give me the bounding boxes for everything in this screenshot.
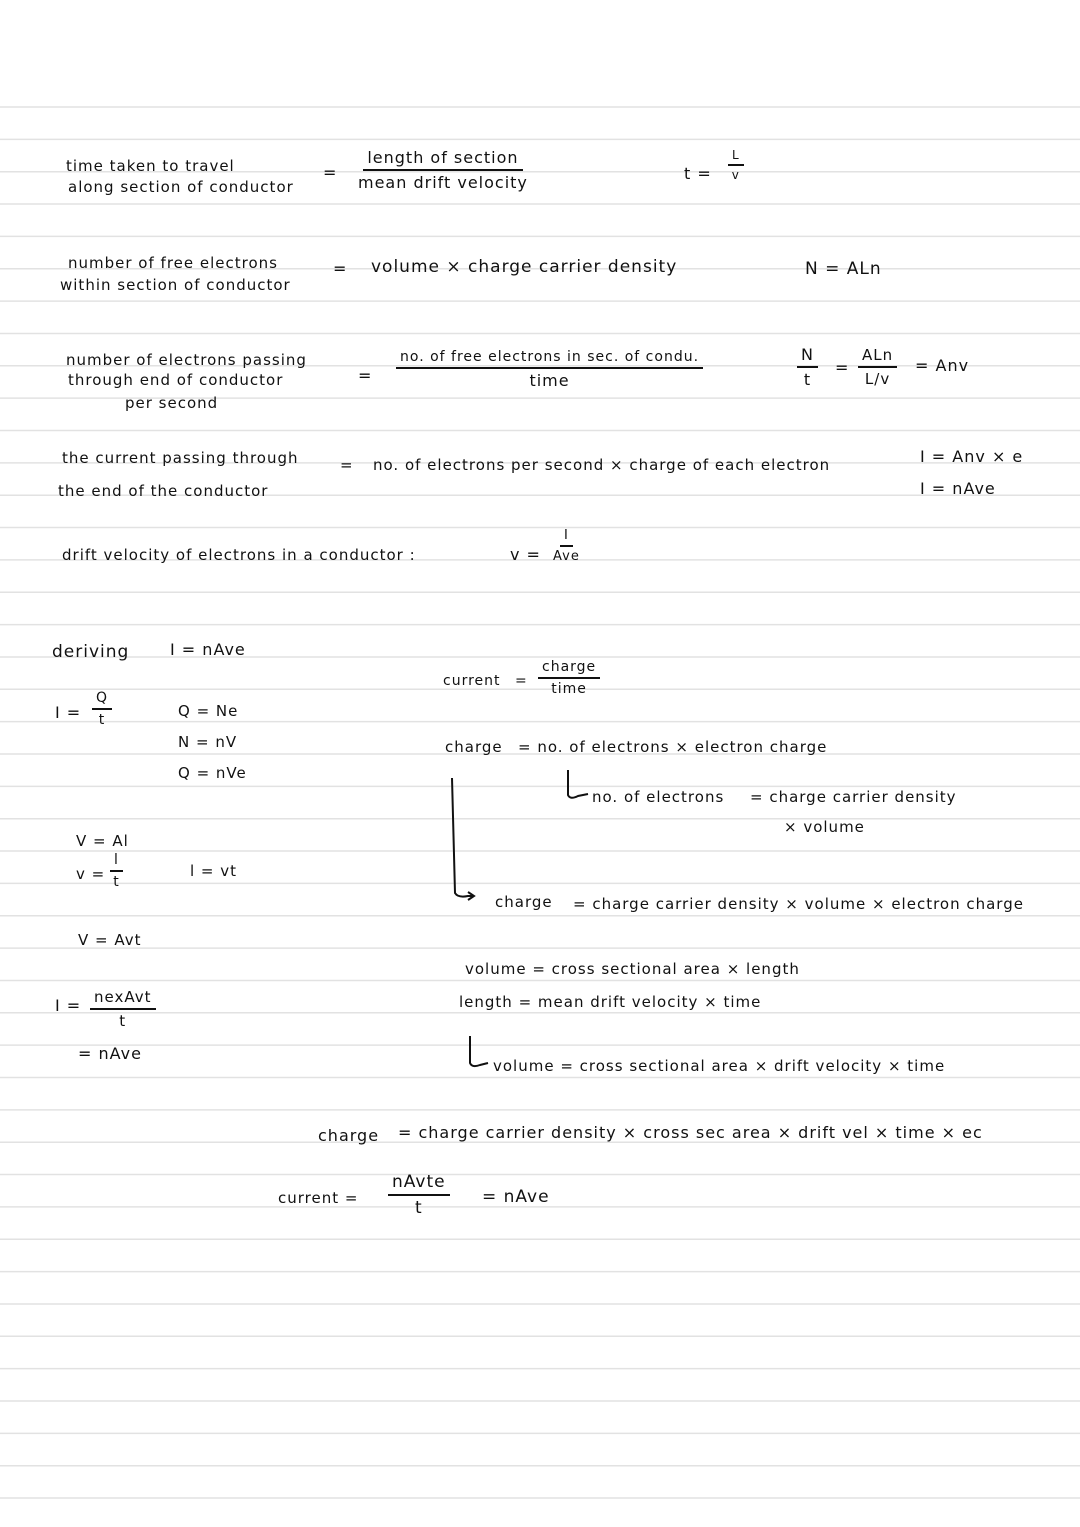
r2-left-2: within section of conductor: [60, 276, 291, 294]
r2-equals: =: [333, 259, 348, 278]
d-i3: = nAve: [78, 1044, 142, 1063]
rc-eq: =: [515, 673, 528, 689]
d-v2-num: l: [110, 852, 123, 872]
r5-symbol: v =: [510, 545, 541, 564]
rc-charge-2: charge: [495, 893, 553, 911]
d-v2: v =: [76, 865, 106, 883]
deriving-target: I = nAve: [170, 640, 246, 659]
d-i-frac: [92, 690, 112, 728]
r1-sym-den: v: [731, 168, 740, 182]
rc-volume-2: volume = cross sectional area × drift velocity × time: [493, 1057, 946, 1075]
b-current: current =: [278, 1189, 359, 1207]
d-v3: V = Avt: [78, 931, 142, 949]
b-den: t: [414, 1198, 423, 1218]
r4-rhs: no. of electrons per second × charge of each electron: [373, 456, 831, 474]
rc-current: current: [443, 673, 501, 689]
r4-left-2: the end of the conductor: [58, 482, 269, 500]
d-q2: N = nV: [178, 733, 238, 751]
r2-rhs: volume × charge carrier density: [371, 257, 678, 277]
r3-result: = Anv: [915, 356, 970, 375]
rc-volume: volume = cross sectional area × length: [465, 960, 800, 978]
b-frac: [388, 1172, 450, 1218]
d-i-den: t: [98, 712, 106, 728]
d-i2-den: t: [119, 1012, 127, 1030]
r1-left-1: time taken to travel: [66, 157, 235, 175]
r3-left-3: per second: [125, 394, 219, 412]
rc-charge-2-rhs: = charge carrier density × volume × electron charge: [573, 895, 1024, 913]
rc-length: length = mean drift velocity × time: [459, 993, 762, 1011]
rc-frac: [538, 659, 600, 697]
rc-num: charge: [538, 659, 600, 679]
r3-den-2: L/v: [864, 370, 891, 388]
r5-num: I: [560, 528, 573, 547]
r3-fraction: [396, 349, 703, 390]
r3-sym-num: N: [797, 345, 818, 368]
r3-sym-den: t: [803, 370, 812, 389]
r1-fraction: [358, 148, 528, 192]
r3-sym-fraction: [797, 345, 818, 389]
d-i2: I =: [55, 996, 82, 1015]
r3-num-2: ALn: [858, 346, 897, 368]
r4-left-1: the current passing through: [62, 449, 299, 467]
rc-charge-1-rhs: = no. of electrons × electron charge: [518, 738, 828, 756]
d-v2-den: t: [113, 874, 120, 890]
d-i-eq: I =: [55, 703, 82, 722]
d-l: l = vt: [190, 862, 238, 880]
rc-charge-1: charge: [445, 738, 503, 756]
d-v2-frac: [110, 852, 123, 890]
r1-denominator: mean drift velocity: [358, 173, 528, 192]
r4-equals: =: [340, 456, 354, 474]
r3-numerator: no. of free electrons in sec. of condu.: [396, 349, 703, 369]
r2-left-1: number of free electrons: [68, 254, 278, 272]
b-rhs: = charge carrier density × cross sec area × drift vel × time × ec: [398, 1123, 983, 1142]
b-num: nAvte: [388, 1172, 450, 1196]
r5-den: Ave: [553, 549, 580, 564]
r3-denominator: time: [529, 371, 570, 390]
d-q1: Q = Ne: [178, 702, 239, 720]
r4-formula-1: I = Anv × e: [920, 447, 1024, 466]
rc-den: time: [551, 681, 587, 697]
r1-sym-fraction: [728, 148, 744, 182]
r1-symbol: t =: [684, 164, 712, 183]
r3-left-2: through end of conductor: [68, 371, 284, 389]
deriving-title: deriving: [52, 642, 130, 662]
rc-noe-rhs: = charge carrier density: [750, 788, 957, 806]
r1-equals: =: [323, 163, 338, 182]
r5-label: drift velocity of electrons in a conductor :: [62, 546, 416, 564]
r1-sym-num: L: [728, 148, 744, 166]
d-q3: Q = nVe: [178, 764, 247, 782]
b-result: = nAve: [482, 1187, 550, 1207]
r3-fraction-2: [858, 346, 897, 388]
rc-noe-rhs-2: × volume: [784, 818, 865, 836]
r1-numerator: length of section: [363, 148, 522, 171]
r5-fraction: [553, 528, 580, 564]
r3-equals-2: =: [835, 358, 850, 377]
r2-symbol: N = ALn: [805, 259, 882, 279]
d-i-num: Q: [92, 690, 112, 710]
r3-left-1: number of electrons passing: [66, 351, 307, 369]
b-charge: charge: [318, 1126, 380, 1145]
r1-left-2: along section of conductor: [68, 178, 294, 196]
d-i2-frac: [90, 988, 156, 1030]
r3-equals: =: [358, 366, 373, 385]
r4-formula-2: I = nAve: [920, 479, 996, 498]
rc-noe: no. of electrons: [592, 788, 725, 806]
d-v1: V = Al: [76, 832, 129, 850]
d-i2-num: nexAvt: [90, 988, 156, 1010]
